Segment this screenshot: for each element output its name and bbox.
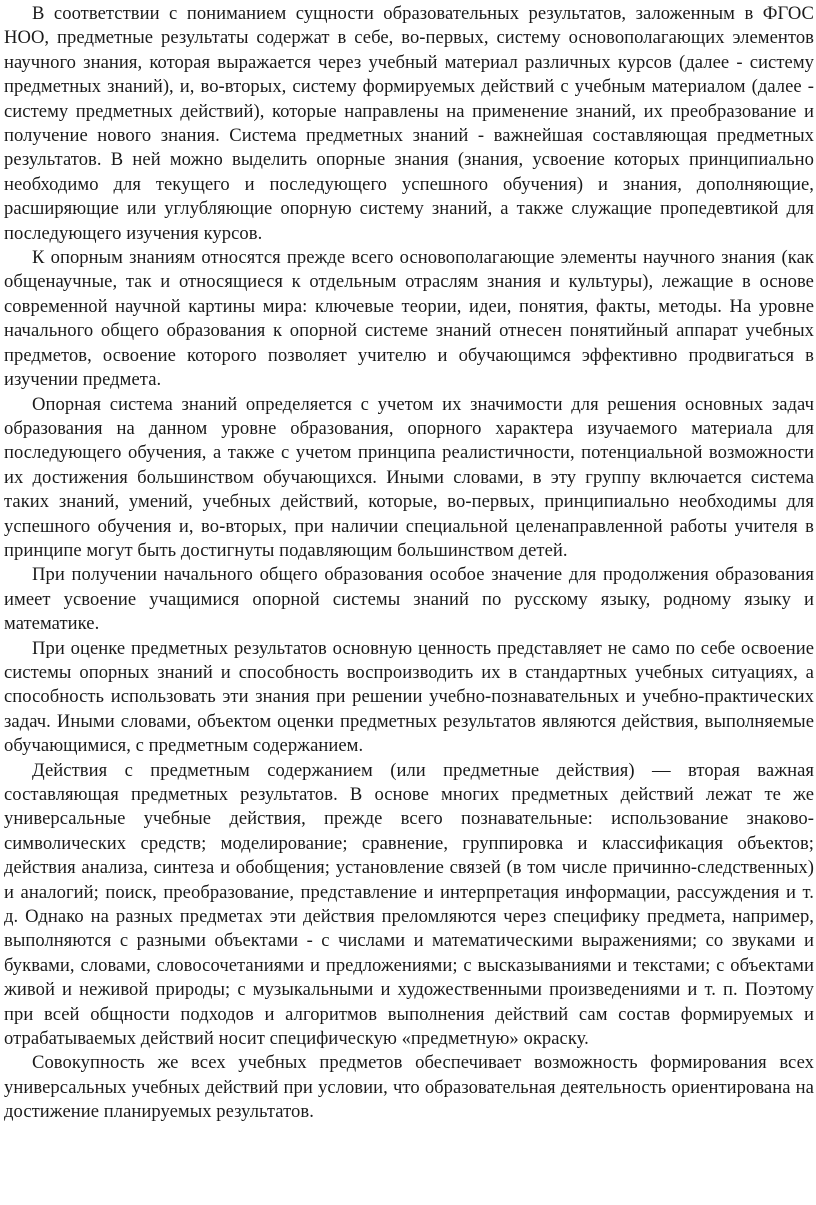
paragraph-3: Опорная система знаний определяется с учетом их значимости для решения основных задач образования на данном уровне образования, опорного характера изучаемого материала для последующего обучения, а также с учетом принципа реалистичности, потенциальной возможности их достижения большинством обучающихся. Иными словами, в эту группу включается система таких знаний, умений, учебных действий, которые, во-первых, принципиально необходимы для успешного обучения и, во-вторых, при наличии специальной целенаправленной работы учителя в принципе могут быть достигнуты подавляющим большинством детей. xyxy=(4,393,814,561)
paragraph-6: Действия с предметным содержанием (или предметные действия) — вторая важная составляющая предметных результатов. В основе многих предметных действий лежат те же универсальные учебные действия, прежде всего познавательные: использование знаково-символических средств; моделирование; сравнение, группировка и классификация объектов; действия анализа, синтеза и обобщения; установление связей (в том числе причинно-следственных) и аналогий; поиск, преобразование, представление и интерпретация информации, рассуждения и т. д. Однако на разных предметах эти действия преломляются через специфику предмета, например, выполняются с разными объектами - с числами и математическими выражениями; со звуками и буквами, словами, словосочетаниями и предложениями; с высказываниями и текстами; с объектами живой и неживой природы; с музыкальными и художественными произведениями и т. п. Поэтому при всей общности подходов и алгоритмов выполнения действий сам состав формируемых и отрабатываемых действий носит специфическую «предметную» окраску. xyxy=(4,759,814,1050)
paragraph-1: В соответствии с пониманием сущности образовательных результатов, заложенным в ФГОС НОО, предметные результаты содержат в себе, во-первых, систему основополагающих элементов научного знания, которая выражается через учебный материал различных курсов (далее - систему предметных знаний), и, во-вторых, систему формируемых действий с учебным материалом (далее - систему предметных действий), которые направлены на применение знаний, их преобразование и получение нового знания. Система предметных знаний - важнейшая составляющая предметных результатов. В ней можно выделить опорные знания (знания, усвоение которых принципиально необходимо для текущего и последующего успешного обучения) и знания, дополняющие, расширяющие или углубляющие опорную систему знаний, а также служащие пропедевтикой для последующего изучения курсов. xyxy=(4,3,814,244)
paragraph-2: К опорным знаниям относятся прежде всего основополагающие элементы научного знания (как общенаучные, так и относящиеся к отдельным отраслям знания и культуры), лежащие в основе современной научной картины мира: ключевые теории, идеи, понятия, факты, методы. На уровне начального общего образования к опорной системе знаний отнесен понятийный аппарат учебных предметов, освоение которого позволяет учителю и обучающимся эффективно продвигаться в изучении предмета. xyxy=(4,247,814,391)
paragraph-7: Совокупность же всех учебных предметов обеспечивает возможность формирования всех универсальных учебных действий при условии, что образовательная деятельность ориентирована на достижение планируемых результатов. xyxy=(4,1052,814,1123)
paragraph-5: При оценке предметных результатов основную ценность представляет не само по себе освоение системы опорных знаний и способность воспроизводить их в стандартных учебных ситуациях, а способность использовать эти знания при решении учебно-познавательных и учебно-практических задач. Иными словами, объектом оценки предметных результатов являются действия, выполняемые обучающимися, с предметным содержанием. xyxy=(4,637,814,757)
paragraph-4: При получении начального общего образования особое значение для продолжения образования имеет усвоение учащимися опорной системы знаний по русскому языку, родному языку и математике. xyxy=(4,564,814,635)
